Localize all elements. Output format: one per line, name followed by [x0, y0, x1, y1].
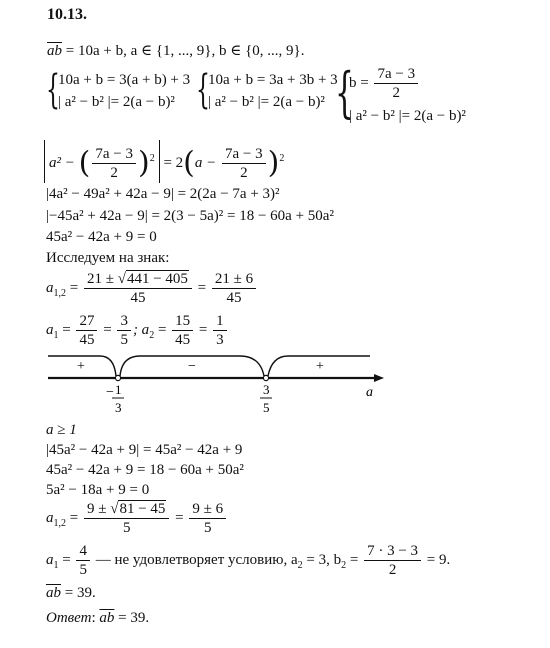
ab-result — [46, 584, 96, 602]
system-1-row-2: | a² − b² |= 2(a − b)² — [58, 94, 175, 110]
a2-label: ; a — [132, 322, 150, 338]
roots-1-num-pre: 21 ± — [86, 271, 114, 288]
sign-middle: − — [188, 359, 196, 374]
investigate-sign-text: Исследуем на знак: — [46, 250, 170, 266]
big-abs: a² − ( $\frac{7a - 3}{2}$ )$^2$ — [44, 140, 160, 183]
eq1-mid: = 2 — [163, 155, 184, 171]
equation-5: |45a² − 42a + 9| = 45a² − 42a + 9 — [46, 442, 243, 458]
final-a1-sub: 1 — [53, 560, 59, 571]
line-ab-definition — [47, 42, 305, 60]
ab-definition-text: = 10a + b, a ∈ {1, ..., 9}, b ∈ {0, ..., 9}. — [62, 43, 305, 59]
roots-2-sub: 1,2 — [53, 518, 66, 529]
roots-2-denominator: 5 — [122, 520, 131, 537]
system-3-denominator: 2 — [392, 85, 401, 101]
system-2 — [196, 67, 338, 114]
problem-number: 10.13. — [47, 6, 87, 23]
answer-line — [46, 609, 149, 627]
eq1-left: a² − — [49, 155, 75, 171]
roots-2-fraction — [84, 501, 169, 536]
roots-1-sub: 1,2 — [53, 288, 66, 299]
roots-1-label: a — [46, 280, 54, 296]
roots-2-numerator: 9 ± √81 − 45 — [84, 501, 169, 519]
point-1-denominator: 3 — [115, 400, 122, 415]
a2-numerator-2: 1 — [213, 313, 227, 331]
eq1-numerator: 7a − 3 — [92, 146, 136, 164]
point-2-numerator: 3 — [263, 382, 270, 397]
roots-2-num-pre: 9 ± — [86, 501, 107, 518]
answer-ab: $\overline{ab}$ — [99, 610, 115, 626]
system-3-fraction — [374, 66, 418, 101]
system-2-row-2: | a² − b² |= 2(a − b)² — [208, 94, 325, 110]
eq1-fraction — [92, 146, 136, 181]
system-3 — [335, 61, 505, 130]
final-b2-denominator: 2 — [388, 562, 397, 579]
a1-label: a — [46, 322, 54, 338]
eq1-right-numerator: 7a − 3 — [222, 146, 266, 164]
roots-1-eq: = — [69, 280, 79, 296]
system-1 — [46, 67, 196, 114]
a2-denominator: 45 — [175, 332, 191, 349]
final-eq: = — [346, 552, 359, 568]
equation-4: 45a² − 42a + 9 = 0 — [46, 229, 157, 245]
equation-2: |4a² − 49a² + 42a − 9| = 2(2a − 7a + 3)² — [46, 186, 280, 202]
sign-right: + — [316, 359, 324, 374]
a1-denominator-2: 5 — [120, 332, 128, 349]
roots-1-denominator-2: 45 — [226, 290, 242, 307]
axis-label: a — [366, 385, 373, 400]
eq1-denominator: 2 — [110, 165, 118, 182]
roots-1-eq2: = — [197, 280, 207, 296]
a1-numerator-2: 3 — [117, 313, 131, 331]
answer-value: = 39. — [114, 610, 150, 626]
a1-numerator: 27 — [76, 313, 97, 331]
final-a1-label: a — [46, 552, 54, 568]
condition: a ≥ 1 — [46, 422, 77, 438]
eq1-right-fraction — [222, 146, 266, 181]
system-1-brace: { — [46, 67, 60, 113]
final-roots-line: $a_1$ = $\frac{4}{5}$ — не удовлетворяет условию, $a_2 = 3$, $b_2$ = $\frac{7 \cdot 3 - 3}{2}$ = 9. — [46, 543, 451, 579]
ab-result-value: = 39. — [61, 585, 96, 601]
final-text: — не удовлетворяет условию, a — [91, 552, 298, 568]
answer-colon: : — [91, 610, 100, 626]
final-a2-sub: 2 — [297, 560, 303, 571]
ab-result-overline: $\overline{ab}$ — [46, 585, 61, 601]
ab-overline: $\overline{ab}$ — [47, 43, 62, 59]
a1-sub: 1 — [53, 330, 59, 341]
roots-formula-2: $a_{1,2}$ = $\frac{9 \pm √81 - 45}{5}$ = $\frac{9 \pm 6}{5}$ — [46, 500, 228, 542]
point-2-denominator: 5 — [263, 400, 270, 415]
a2-fraction-2 — [213, 313, 227, 348]
roots-1-fraction-2 — [212, 271, 256, 306]
roots-2-fraction-2 — [189, 501, 226, 536]
a2-denominator-2: 3 — [216, 332, 224, 349]
point-1-sign: − — [106, 385, 114, 400]
roots-2-label: a — [46, 510, 54, 526]
paren-open: ( — [78, 145, 91, 181]
roots-1-fraction — [84, 271, 192, 306]
roots-1-numerator: 21 ± √441 − 405 — [84, 271, 192, 289]
a1-fraction — [76, 313, 97, 348]
system-3-b-label: b = — [349, 74, 369, 91]
roots-formula-1 — [46, 270, 258, 312]
paren-close: ) — [137, 145, 150, 181]
paren-close-2: ) — [267, 145, 280, 181]
roots-1-numerator-2: 21 ± 6 — [212, 271, 256, 289]
a2-numerator: 15 — [172, 313, 193, 331]
roots-1-sqrt: 441 − 405 — [126, 271, 188, 288]
a1-fraction-2 — [117, 313, 131, 348]
system-3-brace: { — [335, 61, 354, 124]
sign-left: + — [77, 359, 85, 374]
a1-denominator: 45 — [79, 332, 95, 349]
equation-7: 5a² − 18a + 9 = 0 — [46, 482, 150, 498]
roots-values-1: $a_1$ = $\frac{27}{45}$ = $\frac{3}{5}$ ; $a_2$ = $\frac{15}{45}$ = $\frac{1}{3}$ — [46, 312, 229, 354]
final-a1-denominator: 5 — [79, 562, 87, 579]
point-2-marker — [263, 375, 268, 380]
system-3-row-1 — [349, 66, 420, 101]
final-end: = 9. — [423, 552, 451, 568]
system-3-row-2: | a² − b² |= 2(a − b)² — [349, 108, 466, 124]
point-1-numerator: 1 — [115, 382, 122, 397]
equation-abs-fraction: a² − ( $\frac{7a - 3}{2}$ )$^2$ = 2(a − $\frac{7a - 3}{2}$ )$^2$ — [44, 140, 284, 183]
system-3-numerator: 7a − 3 — [374, 66, 418, 84]
final-a1-fraction — [76, 543, 90, 578]
equation-3: |−45a² + 42a − 9| = 2(3 − 5a)² = 18 − 60a + 50a² — [46, 208, 334, 224]
final-a1-numerator: 4 — [76, 543, 90, 561]
a2-fraction — [172, 313, 193, 348]
final-b2-fraction — [364, 543, 421, 578]
a2-sub: 2 — [149, 330, 155, 341]
roots-2-sqrt: 81 − 45 — [119, 501, 166, 518]
roots-2-numerator-2: 9 ± 6 — [189, 501, 226, 519]
point-1-marker — [115, 375, 120, 380]
final-b2-sub: 2 — [341, 560, 347, 571]
number-line — [40, 352, 390, 418]
answer-label: Ответ — [46, 610, 92, 626]
system-1-row-1: 10a + b = 3(a + b) + 3 — [58, 72, 191, 88]
system-2-brace: { — [196, 67, 210, 113]
final-text-2: = 3, b — [302, 552, 342, 568]
paren-open-2: ( — [183, 145, 195, 181]
equation-6: 45a² − 42a + 9 = 18 − 60a + 50a² — [46, 462, 244, 478]
final-b2-numerator: 7 · 3 − 3 — [364, 543, 421, 561]
roots-1-denominator: 45 — [130, 290, 146, 307]
roots-2-denominator-2: 5 — [203, 520, 212, 537]
axis-arrow-icon — [374, 374, 384, 382]
eq1-right-a: a − — [194, 155, 217, 171]
eq1-right-denominator: 2 — [240, 165, 248, 182]
system-2-row-1: 10a + b = 3a + 3b + 3 — [208, 72, 338, 88]
